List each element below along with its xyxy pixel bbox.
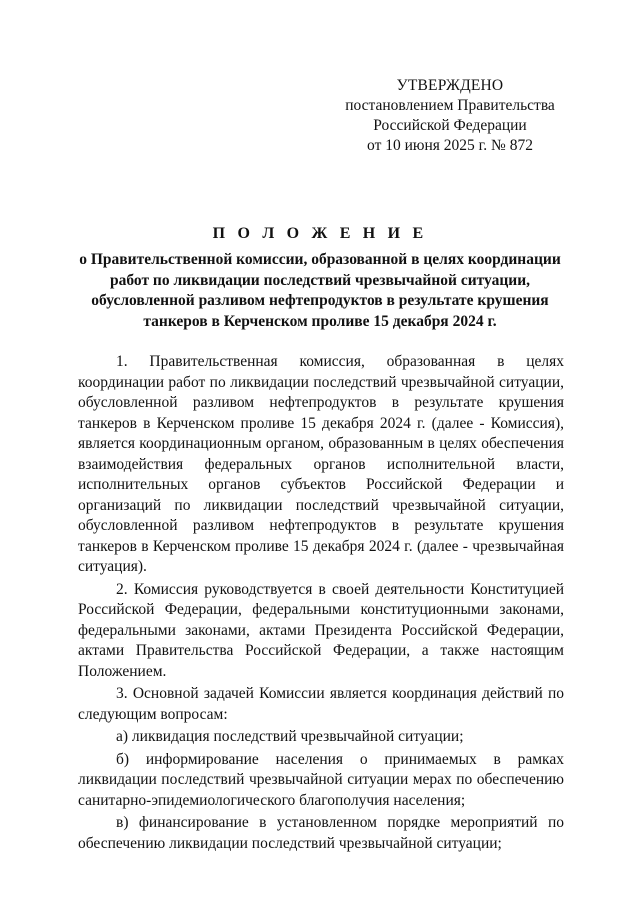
approval-line-date: от 10 июня 2025 г. № 872 <box>367 137 533 154</box>
approval-line-country: Российской Федерации <box>373 117 527 134</box>
approval-stamp <box>330 76 570 156</box>
document-subtitle-line: обусловленной разливом нефтепродуктов в результате крушения <box>91 292 549 309</box>
approval-heading: УТВЕРЖДЕНО <box>396 77 504 94</box>
paragraph-1: 1. Правительственная комиссия, образованная в целях координации работ по ликвидации последствий чрезвычайной ситуации, обусловленной разливом нефтепродуктов в результате крушения танкеров в Керченском проливе 15 декабря 2024 г. (далее - Комиссия), является координационным органом, образованным в целях обеспечения взаимодействия федеральных органов исполнительной власти, исполнительных органов субъектов Российской Федерации и организаций по ликвидации последствий чрезвычайной ситуации, обусловленной разливом нефтепродуктов в результате крушения танкеров в Керченском проливе 15 декабря 2024 г. (далее - чрезвычайная ситуация). <box>78 353 564 575</box>
document-title: П О Л О Ж Е Н И Е <box>212 225 428 242</box>
document-body <box>78 352 564 854</box>
document-subtitle-line: о Правительственной комиссии, образованной в целях координации <box>79 251 561 268</box>
list-item-c: в) финансирование в установленном порядке мероприятий по обеспечению ликвидации последствий чрезвычайной ситуации; <box>78 814 564 852</box>
document-subtitle-line: работ по ликвидации последствий чрезвычайной ситуации, <box>109 271 531 289</box>
paragraph-3: 3. Основной задачей Комиссии является координация действий по следующим вопросам: <box>78 685 564 723</box>
document-subtitle-line: танкеров в Керченском проливе 15 декабря 2024 г. <box>143 312 497 330</box>
document-title-block <box>60 222 580 332</box>
list-item-a: а) ликвидация последствий чрезвычайной ситуации; <box>116 728 464 745</box>
paragraph-2: 2. Комиссия руководствуется в своей деятельности Конституцией Российской Федерации, федеральными конституционными законами, федеральными законами, актами Президента Российской Федерации, актами Правительства Российской Федерации, а также настоящим Положением. <box>78 580 564 680</box>
list-item-b: б) информирование населения о принимаемых в рамках ликвидации последствий чрезвычайной ситуации мерах по обеспечению санитарно-эпидемиологического благополучия населения; <box>78 750 564 809</box>
approval-line-authority: постановлением Правительства <box>345 97 555 114</box>
